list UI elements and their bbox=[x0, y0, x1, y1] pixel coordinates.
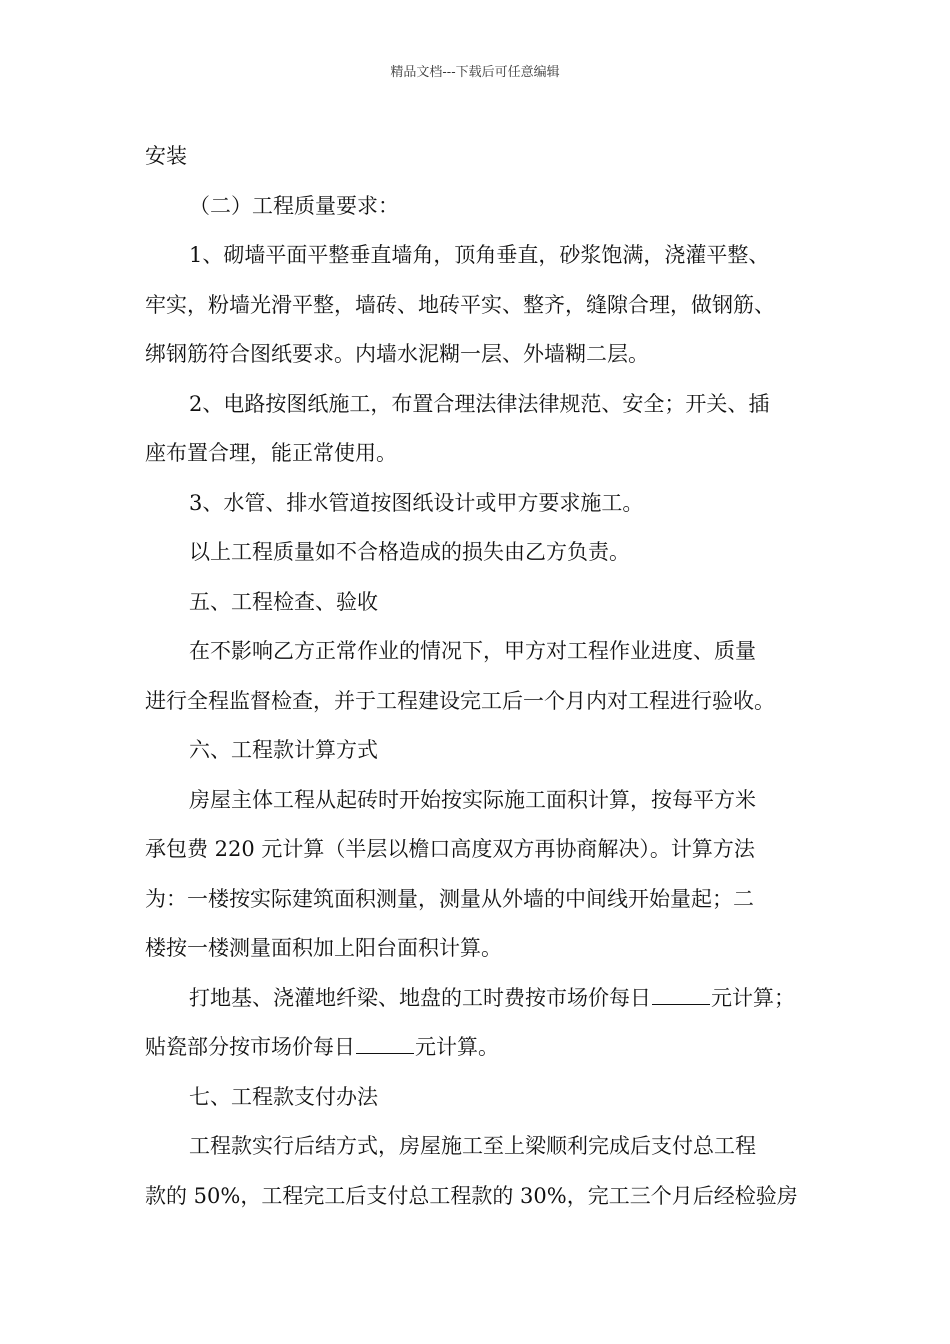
paragraph-line: 进行全程监督检查，并于工程建设完工后一个月内对工程进行验收。 bbox=[145, 688, 775, 713]
blank-line-before: 贴瓷部分按市场价每日 bbox=[145, 1035, 355, 1059]
paragraph-line: 为：一楼按实际建筑面积测量，测量从外墙的中间线开始量起；二 bbox=[145, 886, 754, 911]
fill-in-blank bbox=[652, 986, 710, 1005]
paragraph-line-with-blank bbox=[145, 974, 825, 1024]
paragraph-line-with-blank bbox=[145, 1023, 825, 1073]
paragraph-line: 在不影响乙方正常作业的情况下，甲方对工程作业进度、质量 bbox=[189, 639, 756, 663]
paragraph-line: 2、电路按图纸施工，布置合理法律法律规范、安全；开关、插 bbox=[189, 391, 770, 416]
paragraph-line: 3、水管、排水管道按图纸设计或甲方要求施工。 bbox=[189, 490, 644, 515]
paragraph-line: 工程款实行后结方式，房屋施工至上梁顺利完成后支付总工程 bbox=[189, 1134, 756, 1158]
paragraph-line: 承包费 220 元计算（半层以檐口高度双方再协商解决）。计算方法 bbox=[145, 837, 755, 861]
section-heading: 五、工程检查、验收 bbox=[189, 589, 378, 614]
blank-line-after: 元计算。 bbox=[415, 1035, 499, 1059]
paragraph-line: 牢实，粉墙光滑平整，墙砖、地砖平实、整齐，缝隙合理，做钢筋、 bbox=[145, 292, 775, 317]
paragraph-line: 安装 bbox=[145, 144, 187, 168]
paragraph-line: 座布置合理，能正常使用。 bbox=[145, 441, 397, 465]
page-header: 精品文档---下载后可任意编辑 bbox=[390, 65, 560, 80]
paragraph-line: 房屋主体工程从起砖时开始按实际施工面积计算，按每平方米 bbox=[189, 787, 756, 812]
section-heading: （二）工程质量要求： bbox=[189, 193, 399, 218]
blank-line-before: 打地基、浇灌地纤梁、地盘的工时费按市场价每日 bbox=[189, 985, 651, 1010]
paragraph-line: 绑钢筋符合图纸要求。内墙水泥糊一层、外墙糊二层。 bbox=[145, 342, 649, 366]
blank-line-after: 元计算； bbox=[711, 985, 795, 1010]
paragraph-line: 以上工程质量如不合格造成的损失由乙方负责。 bbox=[189, 540, 630, 564]
section-heading: 七、工程款支付办法 bbox=[189, 1084, 378, 1109]
section-heading: 六、工程款计算方式 bbox=[189, 738, 378, 762]
paragraph-line: 款的 50%，工程完工后支付总工程款的 30%，完工三个月后经检验房 bbox=[145, 1183, 798, 1208]
paragraph-line: 楼按一楼测量面积加上阳台面积计算。 bbox=[145, 936, 502, 960]
fill-in-blank bbox=[356, 1035, 414, 1054]
paragraph-line: 1、砌墙平面平整垂直墙角，顶角垂直，砂浆饱满，浇灌平整、 bbox=[189, 243, 770, 267]
document-body bbox=[145, 132, 825, 1221]
